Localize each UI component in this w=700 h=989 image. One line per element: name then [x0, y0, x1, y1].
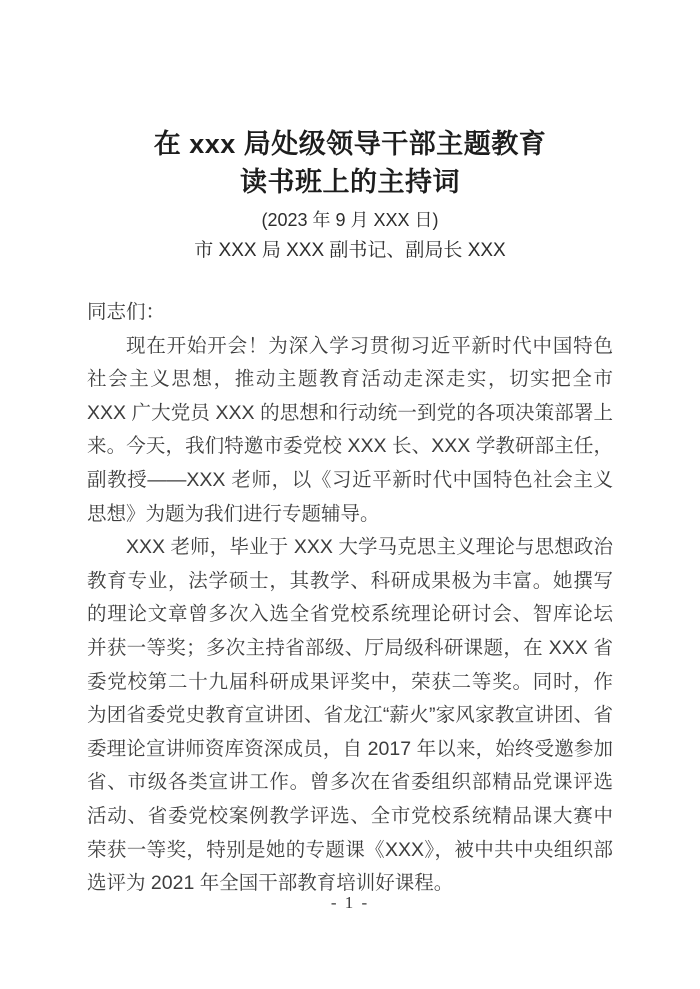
page-number: - 1 - [330, 893, 370, 912]
page-footer [0, 893, 700, 913]
document-body [87, 296, 613, 901]
document-title [0, 125, 700, 201]
body-paragraph-2: XXX 老师，毕业于 XXX 大学马克思主义理论与思想政治教育专业，法学硕士，其教学、科研成果极为丰富。她撰写的理论文章曾多次入选全省党校系统理论研讨会、智库论坛并获一等奖；多次主持省部级、厅局级科研课题，在 XXX 省委党校第二十九届科研成果评奖中，荣获二等奖。同时，作为团省委党史教育宣讲团、省龙江“薪火”家风家教宣讲团、省委理论宣讲师资库资深成员，自 2017 年以来，始终受邀参加省、市级各类宣讲工作。曾多次在省委组织部精品党课评选活动、省委党校案例教学评选、全市党校系统精品课大赛中荣获一等奖，特别是她的专题课《XXX》，被中共中央组织部选评为 2021 年全国干部教育培训好课程。 [87, 536, 613, 895]
document-date: (2023 年 9 月 XXX 日) [261, 210, 439, 230]
salutation: 同志们： [87, 301, 166, 323]
document-title-line-1: 在 xxx 局处级领导干部主题教育 [153, 129, 547, 159]
body-paragraph-1: 现在开始开会！为深入学习贯彻习近平新时代中国特色社会主义思想，推动主题教育活动走深走实，切实把全市 XXX 广大党员 XXX 的思想和行动统一到党的各项决策部署上来。今天，我们特邀市委党校 XXX 长、XXX 学教研部主任，副教授——XXX 老师，以《习近平新时代中国特色社会主义思想》为题为我们进行专题辅导。 [87, 334, 613, 525]
document-title-line-2: 读书班上的主持词 [240, 167, 460, 197]
document-header [0, 125, 700, 267]
document-byline: 市 XXX 局 XXX 副书记、副局长 XXX [194, 240, 506, 261]
